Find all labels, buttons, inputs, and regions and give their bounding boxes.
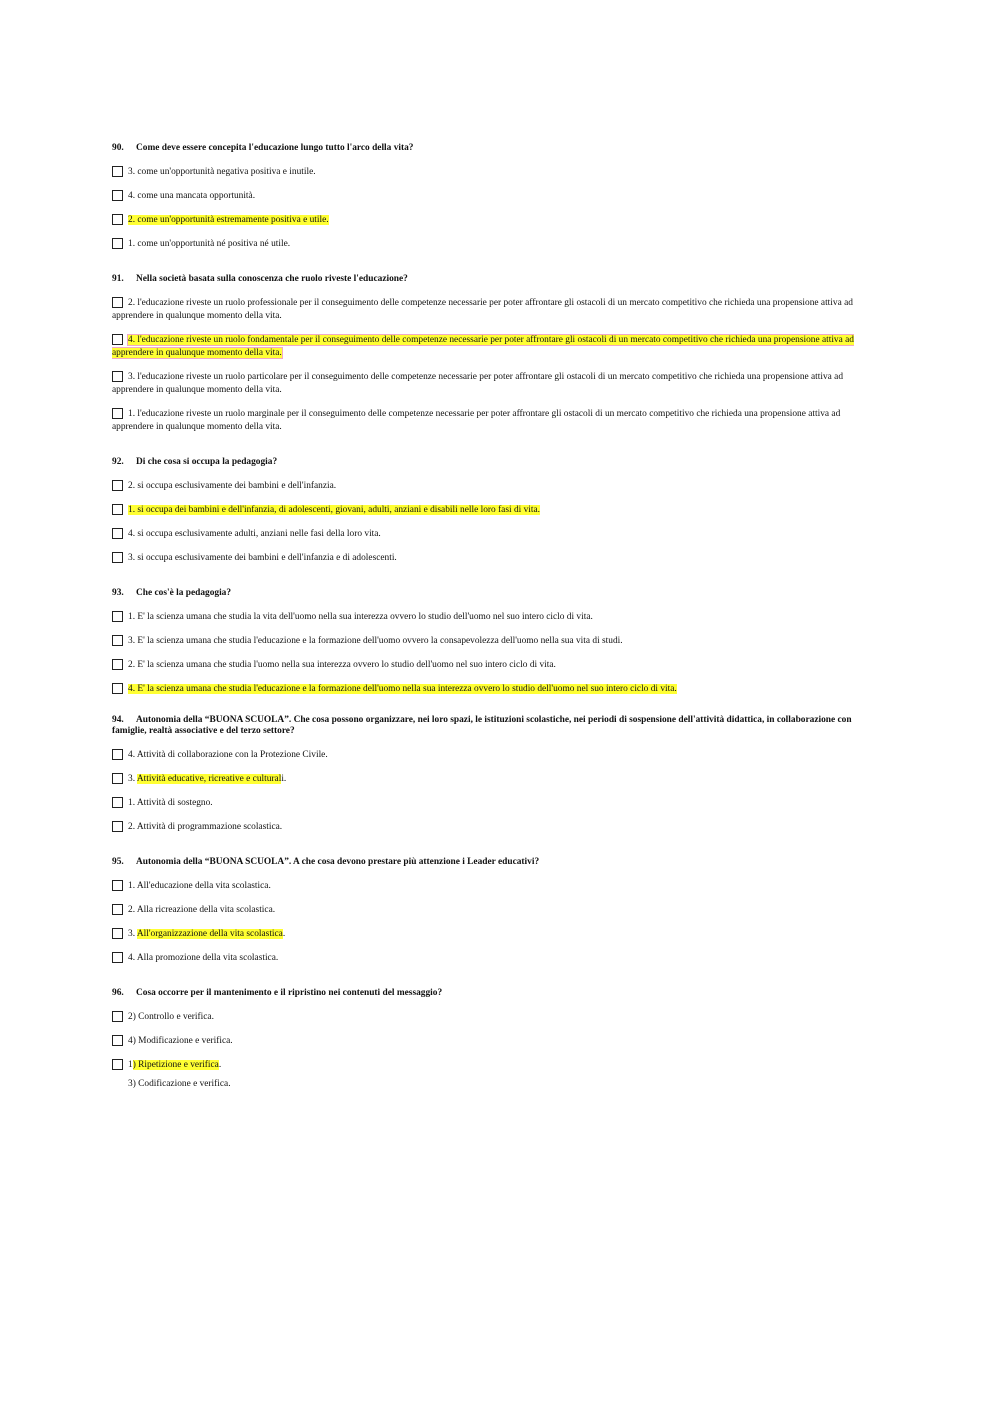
question-95 — [112, 857, 882, 965]
question-title: 96. Cosa occorre per il mantenimento e il ripristino nei contenuti del messaggio? — [112, 988, 443, 998]
option-checkbox[interactable]: 1. come un'opportunità né positiva né utile. — [112, 238, 882, 251]
option-checkbox[interactable]: 4. si occupa esclusivamente adulti, anziani nelle fasi della loro vita. — [112, 528, 882, 541]
checkbox-icon[interactable] — [112, 297, 123, 308]
checkbox-icon[interactable] — [112, 928, 123, 939]
checkbox-icon[interactable] — [112, 797, 123, 808]
option-checkbox[interactable]: 2) Controllo e verifica. — [112, 1011, 882, 1024]
option-checkbox[interactable]: 3. l'educazione riveste un ruolo particolare per il conseguimento delle competenze necessarie per poter affrontare gli ostacoli di un mercato competitivo che richieda una propensione attiva ad apprendere in qualunque momento della vita. — [112, 372, 844, 395]
option-checkbox[interactable]: 4. come una mancata opportunità. — [112, 190, 882, 203]
option-checkbox-correct[interactable]: 1) Ripetizione e verifica. — [112, 1059, 882, 1072]
highlighted-answer: 4. l'educazione riveste un ruolo fondamentale per il conseguimento delle competenze necessarie per poter affrontare gli ostacoli di un mercato competitivo che richieda una propensione attiva ad apprendere in qualunque momento della vita. — [112, 335, 854, 358]
checkbox-icon[interactable] — [112, 821, 123, 832]
option-checkbox[interactable]: 3. si occupa esclusivamente dei bambini e dell'infanzia e di adolescenti. — [112, 552, 882, 565]
option-checkbox[interactable]: 1. Attività di sostegno. — [112, 797, 882, 810]
option-checkbox-correct[interactable] — [112, 683, 882, 696]
option-unboxed: 3) Codificazione e verifica. — [128, 1079, 231, 1089]
checkbox-icon[interactable] — [112, 166, 123, 177]
option-checkbox[interactable]: 2. l'educazione riveste un ruolo professionale per il conseguimento delle competenze necessarie per poter affrontare gli ostacoli di un mercato competitivo che richieda una propensione attiva ad apprendere in qualunque momento della vita. — [112, 298, 853, 321]
checkbox-icon[interactable] — [112, 659, 123, 670]
option-checkbox-correct[interactable]: 3. Attività educative, ricreative e culturali. — [112, 773, 882, 786]
checkbox-icon[interactable] — [112, 528, 123, 539]
option-checkbox[interactable]: 2. E' la scienza umana che studia l'uomo nella sua interezza ovvero lo studio dell'uomo nel suo intero ciclo di vita. — [112, 659, 882, 672]
option-checkbox[interactable]: 4. Alla promozione della vita scolastica. — [112, 952, 882, 965]
highlighted-answer: All'organizzazione della vita scolastica — [136, 929, 283, 939]
checkbox-icon[interactable] — [112, 334, 123, 345]
option-checkbox[interactable]: 4) Modificazione e verifica. — [112, 1035, 882, 1048]
checkbox-icon[interactable] — [112, 238, 123, 249]
checkbox-icon[interactable] — [112, 1035, 123, 1046]
option-checkbox[interactable]: 1. E' la scienza umana che studia la vita dell'uomo nella sua interezza ovvero lo studio dell'uomo nel suo intero ciclo di vita. — [112, 611, 882, 624]
checkbox-icon[interactable] — [112, 214, 123, 225]
option-checkbox-correct[interactable] — [112, 214, 882, 227]
option-checkbox[interactable]: 2. Alla ricreazione della vita scolastica. — [112, 904, 882, 917]
question-title: 93. Che cos'è la pedagogia? — [112, 588, 232, 598]
option-checkbox[interactable]: 4. Attività di collaborazione con la Protezione Civile. — [112, 749, 882, 762]
highlighted-answer: 1. si occupa dei bambini e dell'infanzia, di adolescenti, giovani, adulti, anziani e disabili nelle loro fasi di vita. — [128, 505, 540, 515]
question-90 — [112, 143, 882, 251]
checkbox-icon[interactable] — [112, 552, 123, 563]
checkbox-icon[interactable] — [112, 190, 123, 201]
highlighted-answer: 2. come un'opportunità estremamente positiva e utile. — [128, 215, 329, 225]
option-checkbox-correct[interactable] — [112, 504, 882, 517]
checkbox-icon[interactable] — [112, 504, 123, 515]
option-checkbox[interactable]: 3. E' la scienza umana che studia l'educazione e la formazione dell'uomo ovvero la consapevolezza dell'uomo nella sua vita di studi. — [112, 635, 882, 648]
question-92 — [112, 457, 882, 565]
highlighted-answer: 4. E' la scienza umana che studia l'educazione e la formazione dell'uomo nella sua interezza ovvero lo studio dell'uomo nel suo intero ciclo di vita. — [128, 684, 677, 694]
checkbox-icon[interactable] — [112, 952, 123, 963]
question-93 — [112, 588, 882, 696]
question-96 — [112, 988, 882, 1091]
option-checkbox[interactable]: 2. si occupa esclusivamente dei bambini e dell'infanzia. — [112, 480, 882, 493]
option-checkbox[interactable]: 3. come un'opportunità negativa positiva e inutile. — [112, 166, 882, 179]
question-94 — [112, 715, 882, 834]
checkbox-icon[interactable] — [112, 635, 123, 646]
checkbox-icon[interactable] — [112, 611, 123, 622]
question-title: 91. Nella società basata sulla conoscenza che ruolo riveste l'educazione? — [112, 274, 408, 284]
question-title: 94. Autonomia della “BUONA SCUOLA”. Che cosa possono organizzare, nei loro spazi, le istituzioni scolastiche, nei periodi di sospensione dell'attività didattica, in collaborazione con famiglie, realtà associative e del terzo settore? — [112, 715, 852, 736]
option-checkbox[interactable]: 1. All'educazione della vita scolastica. — [112, 880, 882, 893]
option-checkbox-correct[interactable]: 3. All'organizzazione della vita scolastica. — [112, 928, 882, 941]
question-91 — [112, 274, 882, 434]
checkbox-icon[interactable] — [112, 480, 123, 491]
option-checkbox[interactable]: 2. Attività di programmazione scolastica. — [112, 821, 882, 834]
option-checkbox-correct[interactable] — [112, 334, 882, 360]
highlighted-answer: ) Ripetizione e verifica — [132, 1060, 219, 1070]
question-title: 90. Come deve essere concepita l'educazione lungo tutto l'arco della vita? — [112, 143, 414, 153]
checkbox-icon[interactable] — [112, 880, 123, 891]
checkbox-icon[interactable] — [112, 408, 123, 419]
checkbox-icon[interactable] — [112, 904, 123, 915]
question-title: 92. Di che cosa si occupa la pedagogia? — [112, 457, 278, 467]
question-title: 95. Autonomia della “BUONA SCUOLA”. A che cosa devono prestare più attenzione i Leader educativi? — [112, 857, 540, 867]
highlighted-answer: Attività educative, ricreative e cultural — [136, 774, 282, 784]
checkbox-icon[interactable] — [112, 773, 123, 784]
checkbox-icon[interactable] — [112, 749, 123, 760]
checkbox-icon[interactable] — [112, 1011, 123, 1022]
checkbox-icon[interactable] — [112, 371, 123, 382]
quiz-document — [112, 143, 882, 1102]
checkbox-icon[interactable] — [112, 1059, 123, 1070]
checkbox-icon[interactable] — [112, 683, 123, 694]
option-checkbox[interactable]: 1. l'educazione riveste un ruolo marginale per il conseguimento delle competenze necessarie per poter affrontare gli ostacoli di un mercato competitivo che richieda una propensione attiva ad apprendere in qualunque momento della vita. — [112, 409, 841, 432]
